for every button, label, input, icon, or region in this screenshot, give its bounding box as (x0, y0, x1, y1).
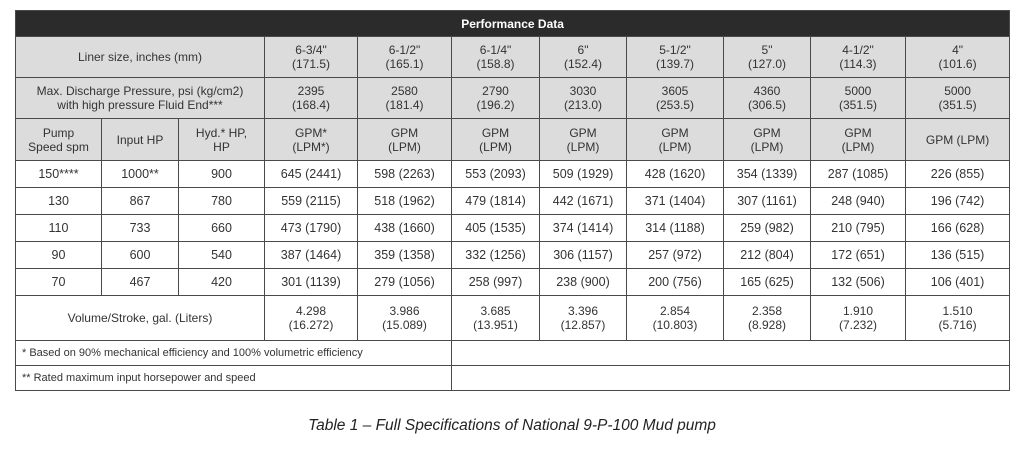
gpm-header-cell-line2: (LPM) (841, 139, 875, 154)
pressure-label: Max. Discharge Pressure, psi (kg/cm2) with high pressure Fluid End*** (16, 78, 265, 119)
gpm-value-cell: 258 (997) (452, 269, 540, 296)
volume-cell-line1: 4.298 (295, 304, 327, 318)
liner-size-cell-line2: (171.5) (291, 57, 331, 71)
performance-table (15, 10, 1010, 391)
liner-size-cell (906, 37, 1010, 78)
gpm-header-cell-line1: GPM (LPM) (925, 132, 990, 147)
gpm-value-cell: 645 (2441) (265, 161, 358, 188)
volume-cell-line1: 3.685 (480, 304, 511, 318)
gpm-header-cell-line2: (LPM) (479, 139, 512, 154)
pressure-cell (265, 78, 358, 119)
volume-cell-line2: (15.089) (382, 318, 427, 332)
pressure-cell-line1: 3605 (661, 84, 689, 98)
gpm-value-cell: 196 (742) (906, 188, 1010, 215)
volume-cell (265, 296, 358, 341)
volume-cell-line2: (12.857) (560, 318, 606, 332)
liner-size-label: Liner size, inches (mm) (16, 37, 265, 78)
liner-size-cell-line1: 5" (761, 43, 773, 57)
gpm-value-cell: 307 (1161) (724, 188, 811, 215)
gpm-value-cell: 518 (1962) (358, 188, 452, 215)
table-row (16, 188, 1010, 215)
gpm-value-cell: 598 (2263) (358, 161, 452, 188)
gpm-value-cell: 106 (401) (906, 269, 1010, 296)
pressure-cell (906, 78, 1010, 119)
gpm-header-cell-line1: GPM* (294, 125, 327, 140)
liner-size-cell-line1: 5-1/2" (659, 43, 691, 57)
volume-cell-line1: 2.358 (751, 304, 783, 318)
gpm-value-cell: 212 (804) (724, 242, 811, 269)
liner-size-cell-line2: (127.0) (747, 57, 787, 71)
volume-row (16, 296, 1010, 341)
liner-size-cell-line1: 4" (952, 43, 964, 57)
pressure-cell-line1: 4360 (753, 84, 781, 98)
gpm-value-cell: 136 (515) (906, 242, 1010, 269)
gpm-value-cell: 248 (940) (811, 188, 906, 215)
gpm-value-cell: 559 (2115) (265, 188, 358, 215)
volume-cell-line2: (8.928) (747, 318, 787, 332)
gpm-value-cell: 172 (651) (811, 242, 906, 269)
input-hp-cell: 467 (102, 269, 179, 296)
pressure-cell-line2: (351.5) (838, 98, 878, 112)
gpm-value-cell: 200 (756) (627, 269, 724, 296)
pressure-cell (627, 78, 724, 119)
volume-cell-line1: 1.910 (842, 304, 874, 318)
gpm-value-cell: 165 (625) (724, 269, 811, 296)
volume-cell (452, 296, 540, 341)
pressure-cell-line1: 2395 (297, 84, 325, 98)
pump-speed-cell: 110 (16, 215, 102, 242)
gpm-header-cell (627, 119, 724, 161)
liner-size-cell (265, 37, 358, 78)
gpm-value-cell: 371 (1404) (627, 188, 724, 215)
volume-cell-line2: (16.272) (288, 318, 334, 332)
gpm-value-cell: 314 (1188) (627, 215, 724, 242)
gpm-header-cell-line2: (LPM) (658, 139, 692, 154)
volume-label: Volume/Stroke, gal. (Liters) (16, 296, 265, 341)
input-hp-header: Input HP (102, 119, 179, 161)
liner-size-cell-line2: (114.3) (839, 57, 877, 71)
footnote-row (16, 366, 1010, 391)
gpm-value-cell: 238 (900) (540, 269, 627, 296)
pressure-cell (540, 78, 627, 119)
pump-speed-cell: 70 (16, 269, 102, 296)
hyd-hp-cell: 540 (179, 242, 265, 269)
liner-size-cell-line2: (152.4) (563, 57, 603, 71)
gpm-value-cell: 132 (506) (811, 269, 906, 296)
pressure-cell-line2: (351.5) (938, 98, 977, 112)
pressure-cell (724, 78, 811, 119)
hyd-hp-cell: 660 (179, 215, 265, 242)
gpm-header-cell-line2: (LPM) (566, 139, 600, 154)
pressure-cell (811, 78, 906, 119)
footnote-text: ** Rated maximum input horsepower and speed (16, 366, 452, 391)
table-row (16, 242, 1010, 269)
liner-size-cell (452, 37, 540, 78)
gpm-value-cell: 387 (1464) (265, 242, 358, 269)
pressure-cell-line1: 3030 (569, 84, 597, 98)
pressure-cell-line1: 2790 (482, 84, 509, 98)
gpm-value-cell: 210 (795) (811, 215, 906, 242)
volume-cell-line1: 1.510 (942, 304, 973, 318)
gpm-value-cell: 374 (1414) (540, 215, 627, 242)
input-hp-cell: 1000** (102, 161, 179, 188)
table-caption: Table 1 – Full Specifications of National 9-P-100 Mud pump (308, 417, 716, 434)
liner-size-cell-line2: (139.7) (655, 57, 695, 71)
gpm-header-cell (265, 119, 358, 161)
footnote-blank-cell (452, 341, 1010, 366)
gpm-header-cell-line1: GPM (661, 125, 689, 140)
liner-size-cell-line1: 6" (577, 43, 589, 57)
volume-cell-line1: 2.854 (659, 304, 691, 318)
pressure-cell-line2: (306.5) (747, 98, 787, 112)
pressure-cell (358, 78, 452, 119)
hyd-hp-header: Hyd.* HP, HP (179, 119, 265, 161)
liner-size-cell (811, 37, 906, 78)
liner-size-cell-line2: (165.1) (385, 57, 424, 71)
gpm-value-cell: 428 (1620) (627, 161, 724, 188)
gpm-header-cell-line1: GPM (844, 125, 872, 140)
gpm-value-cell: 359 (1358) (358, 242, 452, 269)
liner-size-cell (627, 37, 724, 78)
pressure-cell-line1: 5000 (944, 84, 971, 98)
table-row (16, 269, 1010, 296)
pressure-cell-line2: (168.4) (291, 98, 331, 112)
volume-cell-line2: (10.803) (652, 318, 698, 332)
volume-cell-line1: 3.986 (389, 304, 420, 318)
table-title: Performance Data (16, 11, 1010, 37)
gpm-header-cell-line2: (LPM) (388, 139, 421, 154)
gpm-header-cell-line1: GPM (481, 125, 510, 140)
liner-size-cell (540, 37, 627, 78)
liner-size-cell-line1: 4-1/2" (842, 43, 874, 57)
gpm-value-cell: 405 (1535) (452, 215, 540, 242)
gpm-header-cell (358, 119, 452, 161)
gpm-value-cell: 257 (972) (627, 242, 724, 269)
liner-size-cell-line1: 6-3/4" (295, 43, 327, 57)
gpm-value-cell: 306 (1157) (540, 242, 627, 269)
volume-cell (906, 296, 1010, 341)
gpm-value-cell: 259 (982) (724, 215, 811, 242)
pressure-cell-line1: 2580 (391, 84, 418, 98)
footnote-text: * Based on 90% mechanical efficiency and 100% volumetric efficiency (16, 341, 452, 366)
performance-table-container (15, 10, 1009, 391)
table-row (16, 215, 1010, 242)
liner-size-cell-line1: 6-1/2" (388, 43, 421, 57)
footnote-row (16, 341, 1010, 366)
pump-speed-header: Pump Speed spm (16, 119, 102, 161)
liner-size-cell (724, 37, 811, 78)
liner-size-cell-line2: (158.8) (476, 57, 515, 71)
gpm-header-cell-line1: GPM (569, 125, 597, 140)
gpm-value-cell: 301 (1139) (265, 269, 358, 296)
hyd-hp-cell: 900 (179, 161, 265, 188)
volume-cell (358, 296, 452, 341)
volume-cell (627, 296, 724, 341)
volume-cell (811, 296, 906, 341)
gpm-header-cell (724, 119, 811, 161)
gpm-header-cell-line2: (LPM*) (292, 139, 330, 154)
gpm-value-cell: 553 (2093) (452, 161, 540, 188)
volume-cell (540, 296, 627, 341)
pressure-cell-line2: (196.2) (476, 98, 515, 112)
pressure-cell-line1: 5000 (844, 84, 872, 98)
liner-size-cell (358, 37, 452, 78)
gpm-value-cell: 287 (1085) (811, 161, 906, 188)
gpm-value-cell: 226 (855) (906, 161, 1010, 188)
hyd-hp-cell: 780 (179, 188, 265, 215)
volume-cell-line2: (5.716) (938, 318, 977, 332)
pressure-cell-line2: (181.4) (385, 98, 424, 112)
liner-size-cell-line2: (101.6) (938, 57, 977, 71)
gpm-value-cell: 332 (1256) (452, 242, 540, 269)
footnote-blank-cell (452, 366, 1010, 391)
volume-cell (724, 296, 811, 341)
gpm-value-cell: 279 (1056) (358, 269, 452, 296)
gpm-value-cell: 473 (1790) (265, 215, 358, 242)
pressure-cell-line2: (213.0) (563, 98, 603, 112)
volume-cell-line2: (13.951) (473, 318, 518, 332)
gpm-value-cell: 166 (628) (906, 215, 1010, 242)
volume-cell-line2: (7.232) (838, 318, 878, 332)
pressure-cell (452, 78, 540, 119)
pump-speed-cell: 90 (16, 242, 102, 269)
gpm-header-cell-line1: GPM (390, 125, 419, 140)
gpm-header-cell (906, 119, 1010, 161)
input-hp-cell: 733 (102, 215, 179, 242)
input-hp-cell: 600 (102, 242, 179, 269)
pump-speed-cell: 150**** (16, 161, 102, 188)
gpm-header-cell (540, 119, 627, 161)
volume-cell-line1: 3.396 (567, 304, 599, 318)
pressure-cell-line2: (253.5) (655, 98, 695, 112)
hyd-hp-cell: 420 (179, 269, 265, 296)
gpm-value-cell: 354 (1339) (724, 161, 811, 188)
gpm-value-cell: 442 (1671) (540, 188, 627, 215)
gpm-header-cell-line1: GPM (753, 125, 781, 140)
input-hp-cell: 867 (102, 188, 179, 215)
table-row (16, 161, 1010, 188)
pump-speed-cell: 130 (16, 188, 102, 215)
gpm-header-cell (452, 119, 540, 161)
gpm-value-cell: 438 (1660) (358, 215, 452, 242)
gpm-value-cell: 509 (1929) (540, 161, 627, 188)
gpm-header-cell-line2: (LPM) (750, 139, 784, 154)
gpm-header-cell (811, 119, 906, 161)
liner-size-cell-line1: 6-1/4" (479, 43, 512, 57)
gpm-value-cell: 479 (1814) (452, 188, 540, 215)
